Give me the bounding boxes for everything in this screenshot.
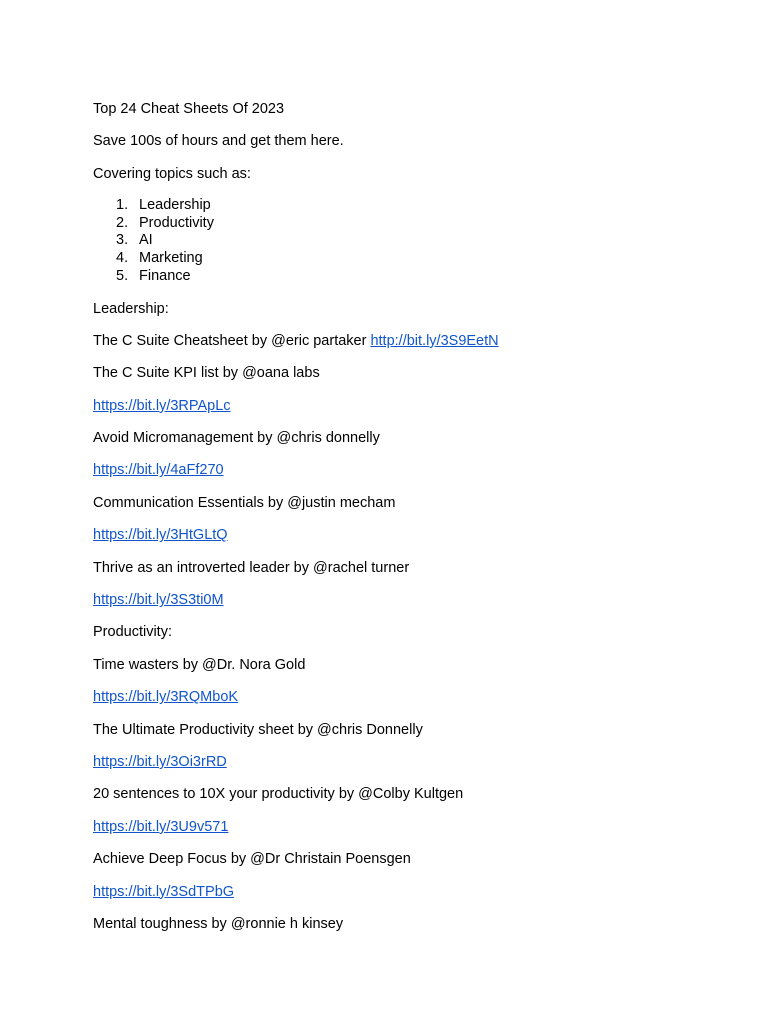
entry-text: Thrive as an introverted leader by @rachel turner [93,559,410,576]
entry-text: The C Suite Cheatsheet by @eric partaker [93,332,371,349]
entry-text: The C Suite KPI list by @oana labs [93,365,320,382]
entry-text: Communication Essentials by @justin mecham [93,494,396,511]
list-item-label: Leadership [139,197,211,214]
entry-c-suite-cheatsheet [93,332,733,350]
list-item [93,268,733,286]
section-heading-leadership: Leadership: [93,300,169,317]
list-number: 4. [116,249,129,266]
list-item [93,197,733,215]
list-item-label: AI [139,232,153,249]
entry-link[interactable]: https://bit.ly/3RPApLc [93,397,231,414]
entry-link[interactable]: https://bit.ly/3HtGLtQ [93,527,228,544]
entry-text: Avoid Micromanagement by @chris donnelly [93,430,380,447]
list-item [93,215,733,233]
document-page [93,100,733,933]
list-number: 2. [116,214,129,231]
list-number: 3. [116,232,129,249]
list-item-label: Productivity [139,214,214,231]
entry-link[interactable]: https://bit.ly/4aFf270 [93,462,224,479]
section-heading-productivity: Productivity: [93,624,172,641]
entry-link[interactable]: http://bit.ly/3S9EetN [370,332,499,349]
entry-text: Mental toughness by @ronnie h kinsey [93,915,344,932]
entry-text: Achieve Deep Focus by @Dr Christain Poensgen [93,851,411,868]
list-item-label: Marketing [139,249,203,266]
intro-text: Save 100s of hours and get them here. [93,133,344,150]
entry-text: Time wasters by @Dr. Nora Gold [93,656,306,673]
entry-link[interactable]: https://bit.ly/3SdTPbG [93,883,235,900]
topics-list [93,197,733,285]
entry-link[interactable]: https://bit.ly/3RQMboK [93,689,239,706]
list-item-label: Finance [139,267,191,284]
entry-text: 20 sentences to 10X your productivity by @Colby Kultgen [93,786,464,803]
entry-link[interactable]: https://bit.ly/3Oi3rRD [93,754,227,770]
topics-heading: Covering topics such as: [93,165,251,182]
list-item [93,250,733,268]
list-item [93,232,733,250]
entry-link[interactable]: https://bit.ly/3S3ti0M [93,592,224,609]
list-number: 1. [116,197,129,214]
entry-link[interactable]: https://bit.ly/3U9v571 [93,818,229,835]
document-title: Top 24 Cheat Sheets Of 2023 [93,101,285,117]
list-number: 5. [116,267,129,284]
entry-text: The Ultimate Productivity sheet by @chris Donnelly [93,721,423,738]
